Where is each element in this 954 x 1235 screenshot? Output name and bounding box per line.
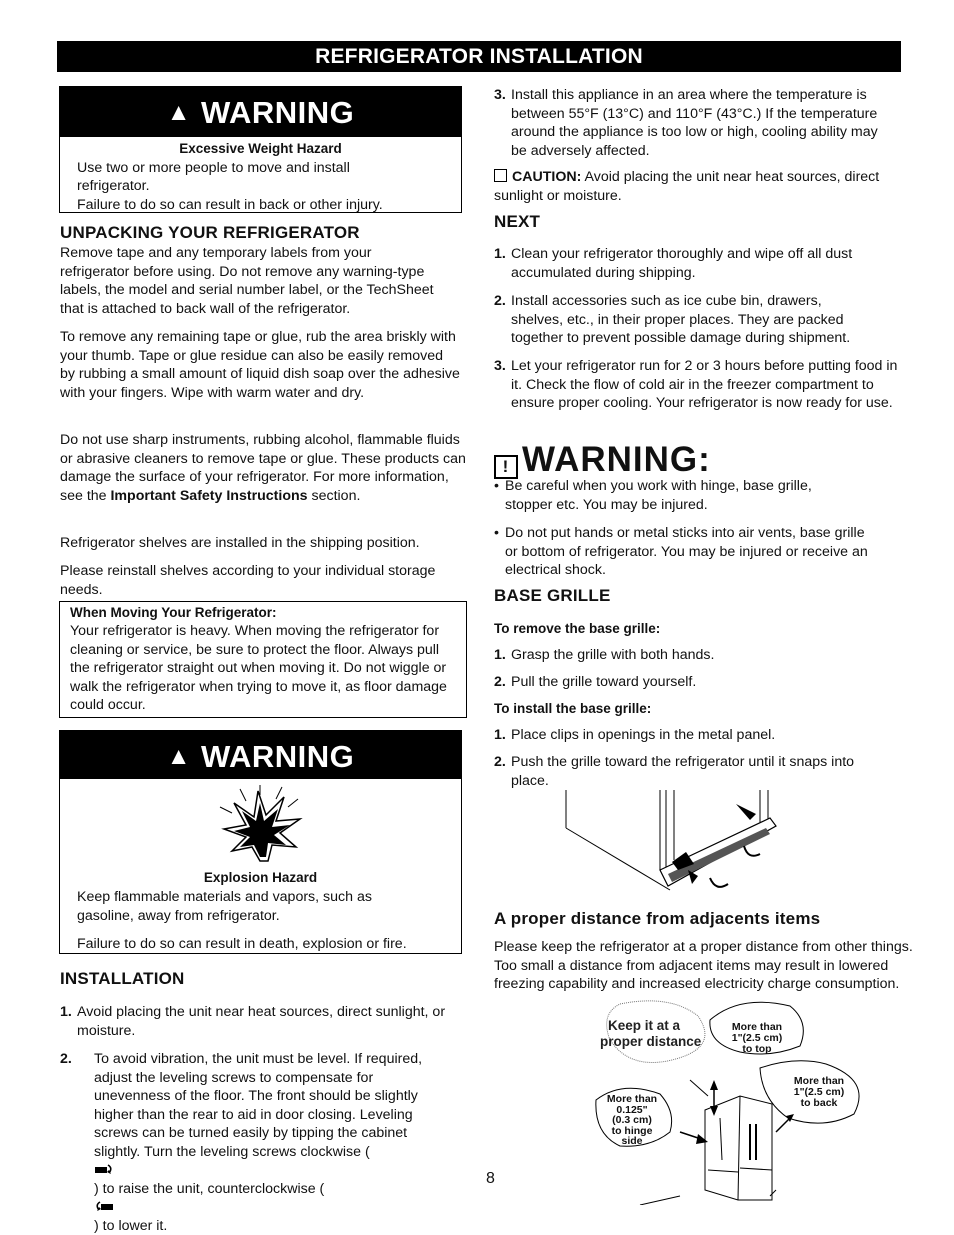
caution-square-icon	[494, 169, 507, 182]
list-item: 1. Place clips in openings in the metal panel.	[494, 727, 776, 743]
list-item: 2. Push the grille toward the refrigerator until it snaps into place.	[494, 754, 855, 789]
base-grille-illustration	[560, 790, 800, 895]
paragraph: Please keep the refrigerator at a proper distance from other things. Too small a distance from adjacent items may result in lowered freezing capability and increased electricity charge consumption.	[494, 939, 913, 993]
hazard-title: Excessive Weight Hazard	[179, 141, 342, 156]
page-banner: REFRIGERATOR INSTALLATION	[57, 41, 901, 72]
hazard-title: Explosion Hazard	[203, 870, 318, 885]
warning-text: Keep flammable materials and vapors, such as gasoline, away from refrigerator.	[77, 889, 372, 924]
back-clearance-label: More than 1"(2.5 cm) to back	[793, 1075, 845, 1109]
paragraph: Remove tape and any temporary labels from your refrigerator before using. Do not remove any warning-type labels, the model and serial number label, or the TechSheet that is attached to back wall of the refrigerator.	[60, 245, 434, 317]
explosion-icon	[210, 785, 310, 863]
list-item: • Do not put hands or metal sticks into air vents, base grille or bottom of refrigerator. You may be injured or receive an electrical shock.	[494, 525, 868, 579]
section-title-unpacking: UNPACKING YOUR REFRIGERATOR	[60, 223, 360, 242]
moving-note-text: Your refrigerator is heavy. When moving the refrigerator for cleaning or service, be sure to protect the floor. Always pull the refrigerator straight out when moving it. Do not wiggle or walk the refrigerator when trying to move it, as floor damage could occur.	[70, 623, 447, 714]
list-item: 2. To avoid vibration, the unit must be level. If required, adjust the leveling screws to compensate for unevenness of the floor. The front should be slightly higher than the rear to aid in door closing. Leveling screws can be turned easily by tipping the cabinet slightly. Turn the leveling screws clockwise ( ) to raise the unit, counterclockwise ( ) to lower it.	[60, 1051, 423, 1235]
explosion-warning-box	[59, 730, 462, 954]
caution-label: CAUTION:	[512, 169, 582, 185]
clockwise-wrench-icon	[77, 1162, 97, 1172]
warning-triangle-icon: ▲	[166, 743, 191, 770]
list-item: 3. Install this appliance in an area where the temperature is between 55°F (13°C) and 110°F (43°C.) If the temperature around the appliance is too low or high, cooling ability may be adversely affected.	[494, 87, 878, 159]
list-item: 2. Install accessories such as ice cube bin, drawers, shelves, etc., in their proper places. They are packed together to prevent possible damage during shipment.	[494, 293, 851, 347]
moving-note-box	[59, 601, 467, 718]
top-clearance-label: More than 1"(2.5 cm) to top	[731, 1021, 783, 1055]
safety-link-text: Important Safety Instructions	[110, 487, 308, 504]
warning-heading: ! WARNING:	[494, 442, 711, 478]
distance-illustration	[590, 1000, 880, 1205]
list-item: 1. Grasp the grille with both hands.	[494, 647, 715, 663]
warning-consequence: Failure to do so can result in back or other injury.	[77, 196, 383, 213]
list-item: 1. Clean your refrigerator thoroughly and wipe off all dust accumulated during shipping.	[494, 246, 853, 281]
subsection-title: To install the base grille:	[494, 701, 652, 716]
section-title-installation: INSTALLATION	[60, 969, 185, 988]
warning-title: WARNING	[200, 739, 355, 774]
weight-warning-box	[59, 86, 462, 213]
warning-text: Use two or more people to move and install refrigerator.	[77, 159, 350, 195]
warning-consequence: Failure to do so can result in death, explosion or fire.	[77, 936, 407, 952]
warning-header	[60, 731, 461, 779]
list-item: • Be careful when you work with hinge, base grille, stopper etc. You may be injured.	[494, 478, 812, 513]
caution-note: CAUTION: Avoid placing the unit near heat sources, direct sunlight or moisture.	[494, 169, 880, 204]
paragraph: To remove any remaining tape or glue, rub the area briskly with your thumb. Tape or glue residue can also be easily removed by rubbing a small amount of liquid dish soap over the adhesive with your fingers. Wipe with warm water and dry.	[60, 329, 460, 401]
warning-triangle-icon: !	[494, 455, 518, 479]
paragraph: Refrigerator shelves are installed in the shipping position.	[60, 535, 420, 551]
paragraph: Do not use sharp instruments, rubbing alcohol, flammable fluids or abrasive cleaners to remove tape or glue. These products can damage the surface of your refrigerator. For more information, see the Important Safety Instructions section.	[60, 432, 466, 504]
list-item: 1. Avoid placing the unit near heat sources, direct sunlight, or moisture.	[60, 1004, 446, 1039]
list-item: 3. Let your refrigerator run for 2 or 3 hours before putting food in it. Check the flow of cold air in the freezer compartment to ensure proper cooling. Your refrigerator is now ready for use.	[494, 358, 898, 412]
section-title-distance: A proper distance from adjacents items	[494, 909, 821, 928]
warning-header	[60, 87, 461, 137]
hinge-clearance-label: More than 0.125" (0.3 cm) to hinge side	[606, 1093, 658, 1147]
section-title-base-grille: BASE GRILLE	[494, 586, 611, 605]
section-title-next: NEXT	[494, 212, 541, 231]
paragraph: Please reinstall shelves according to your individual storage needs.	[60, 563, 436, 598]
moving-note-title: When Moving Your Refrigerator:	[70, 605, 277, 620]
page-number: 8	[486, 1170, 495, 1187]
keep-distance-label: Keep it at a proper distance	[600, 1018, 702, 1049]
subsection-title: To remove the base grille:	[494, 621, 661, 636]
warning-title: WARNING	[200, 95, 355, 130]
warning-triangle-icon: ▲	[166, 99, 191, 126]
counterclockwise-wrench-icon	[77, 1199, 97, 1209]
list-item: 2. Pull the grille toward yourself.	[494, 674, 697, 690]
